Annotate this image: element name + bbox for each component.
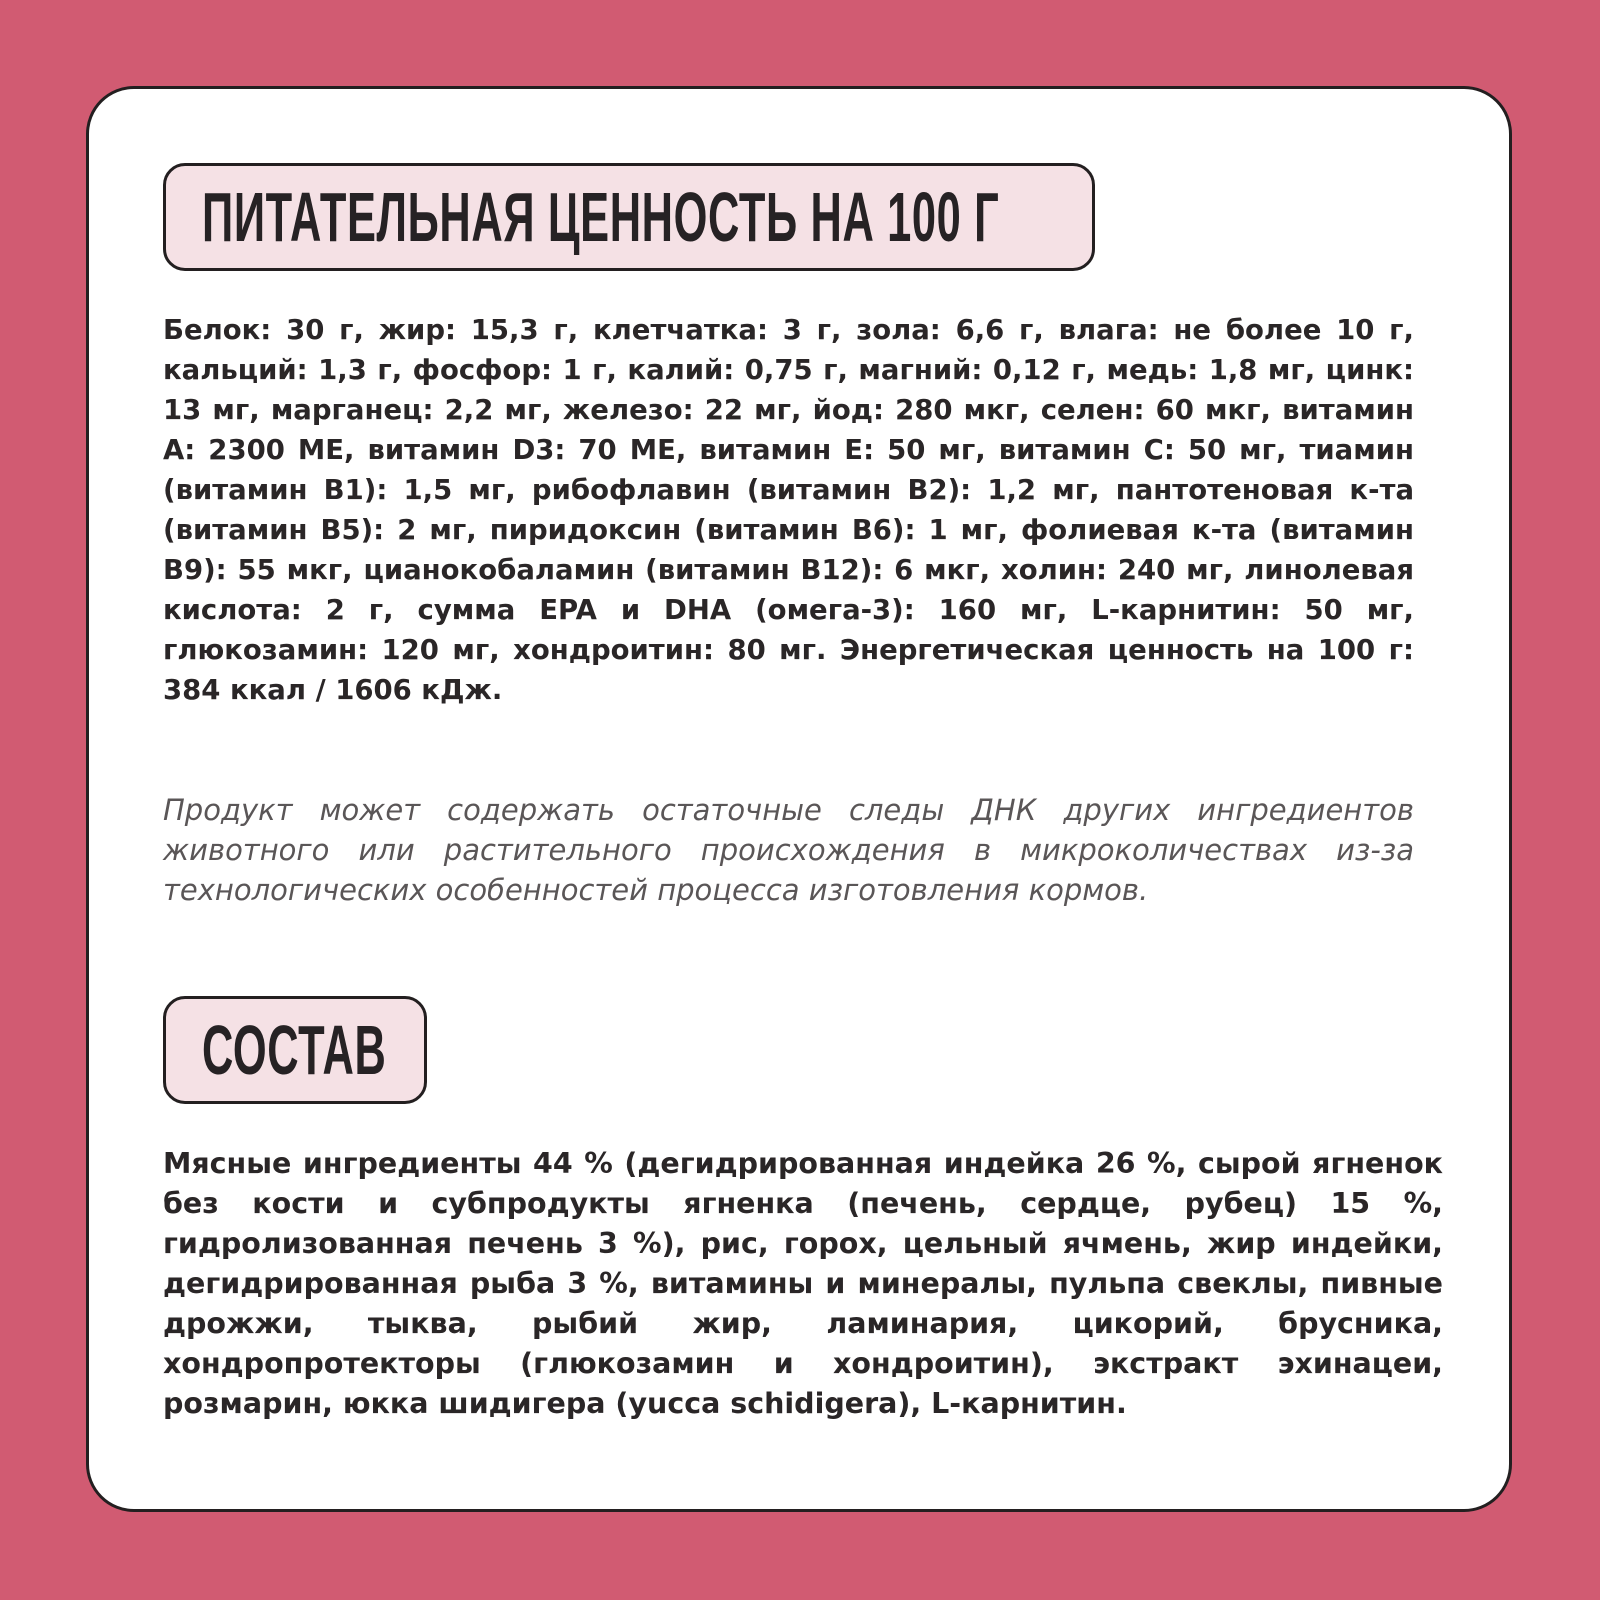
composition-text: Мясные ингредиенты 44 % (дегидрированная индейка 26 %, сырой ягненок без кости и субпродукты ягненка (печень, сердце, рубец) 15 %, гидролизованная печень 3 %), рис, горох, цельный ячмень, жир индейки, дегидрированная рыба 3 %, витамины и минералы, пульпа свеклы, пивные дрожжи, тыква, рыбий жир, ламинария, цикорий, брусника, хондропротекторы (глюкозамин и хондроитин), экстракт эхинацеи, розмарин, юкка шидигера (yucca schidigera), L-карнитин.: [163, 1147, 1443, 1420]
dna-disclaimer-text: Продукт может содержать остаточные следы ДНК других ингредиентов животного или растительного происхождения в микроколичествах из-за технологических особенностей процесса изготовления кормов.: [163, 793, 1414, 907]
composition-heading-box: [163, 996, 427, 1104]
composition-heading-text: СОСТАВ: [202, 1011, 387, 1089]
nutrition-facts-text: Белок: 30 г, жир: 15,3 г, клетчатка: 3 г, зола: 6,6 г, влага: не более 10 г, кальций: 1,3 г, фосфор: 1 г, калий: 0,75 г, магний: 0,12 г, медь: 1,8 мг, цинк: 13 мг, марганец: 2,2 мг, железо: 22 мг, йод: 280 мкг, селен: 60 мкг, витамин А: 2300 МЕ, витамин D3: 70 МЕ, витамин Е: 50 мг, витамин С: 50 мг, тиамин (витамин В1): 1,5 мг, рибофлавин (витамин В2): 1,2 мг, пантотеновая к-та (витамин В5): 2 мг, пиридоксин (витамин В6): 1 мг, фолиевая к-та (витамин В9): 55 мкг, цианокобаламин (витамин В12): 6 мкг, холин: 240 мг, линолевая кислота: 2 г, сумма EPA и DHA (омега-3): 160 мг, L-карнитин: 50 мг, глюкозамин: 120 мг, хондроитин: 80 мг. Энергетическая ценность на 100 г: 384 ккал / 1606 кДж.: [163, 314, 1414, 706]
nutrition-heading-box: [163, 163, 1095, 271]
nutrition-heading-text: ПИТАТЕЛЬНАЯ ЦЕННОСТЬ НА 100 Г: [202, 178, 1000, 256]
info-card: [86, 86, 1512, 1512]
